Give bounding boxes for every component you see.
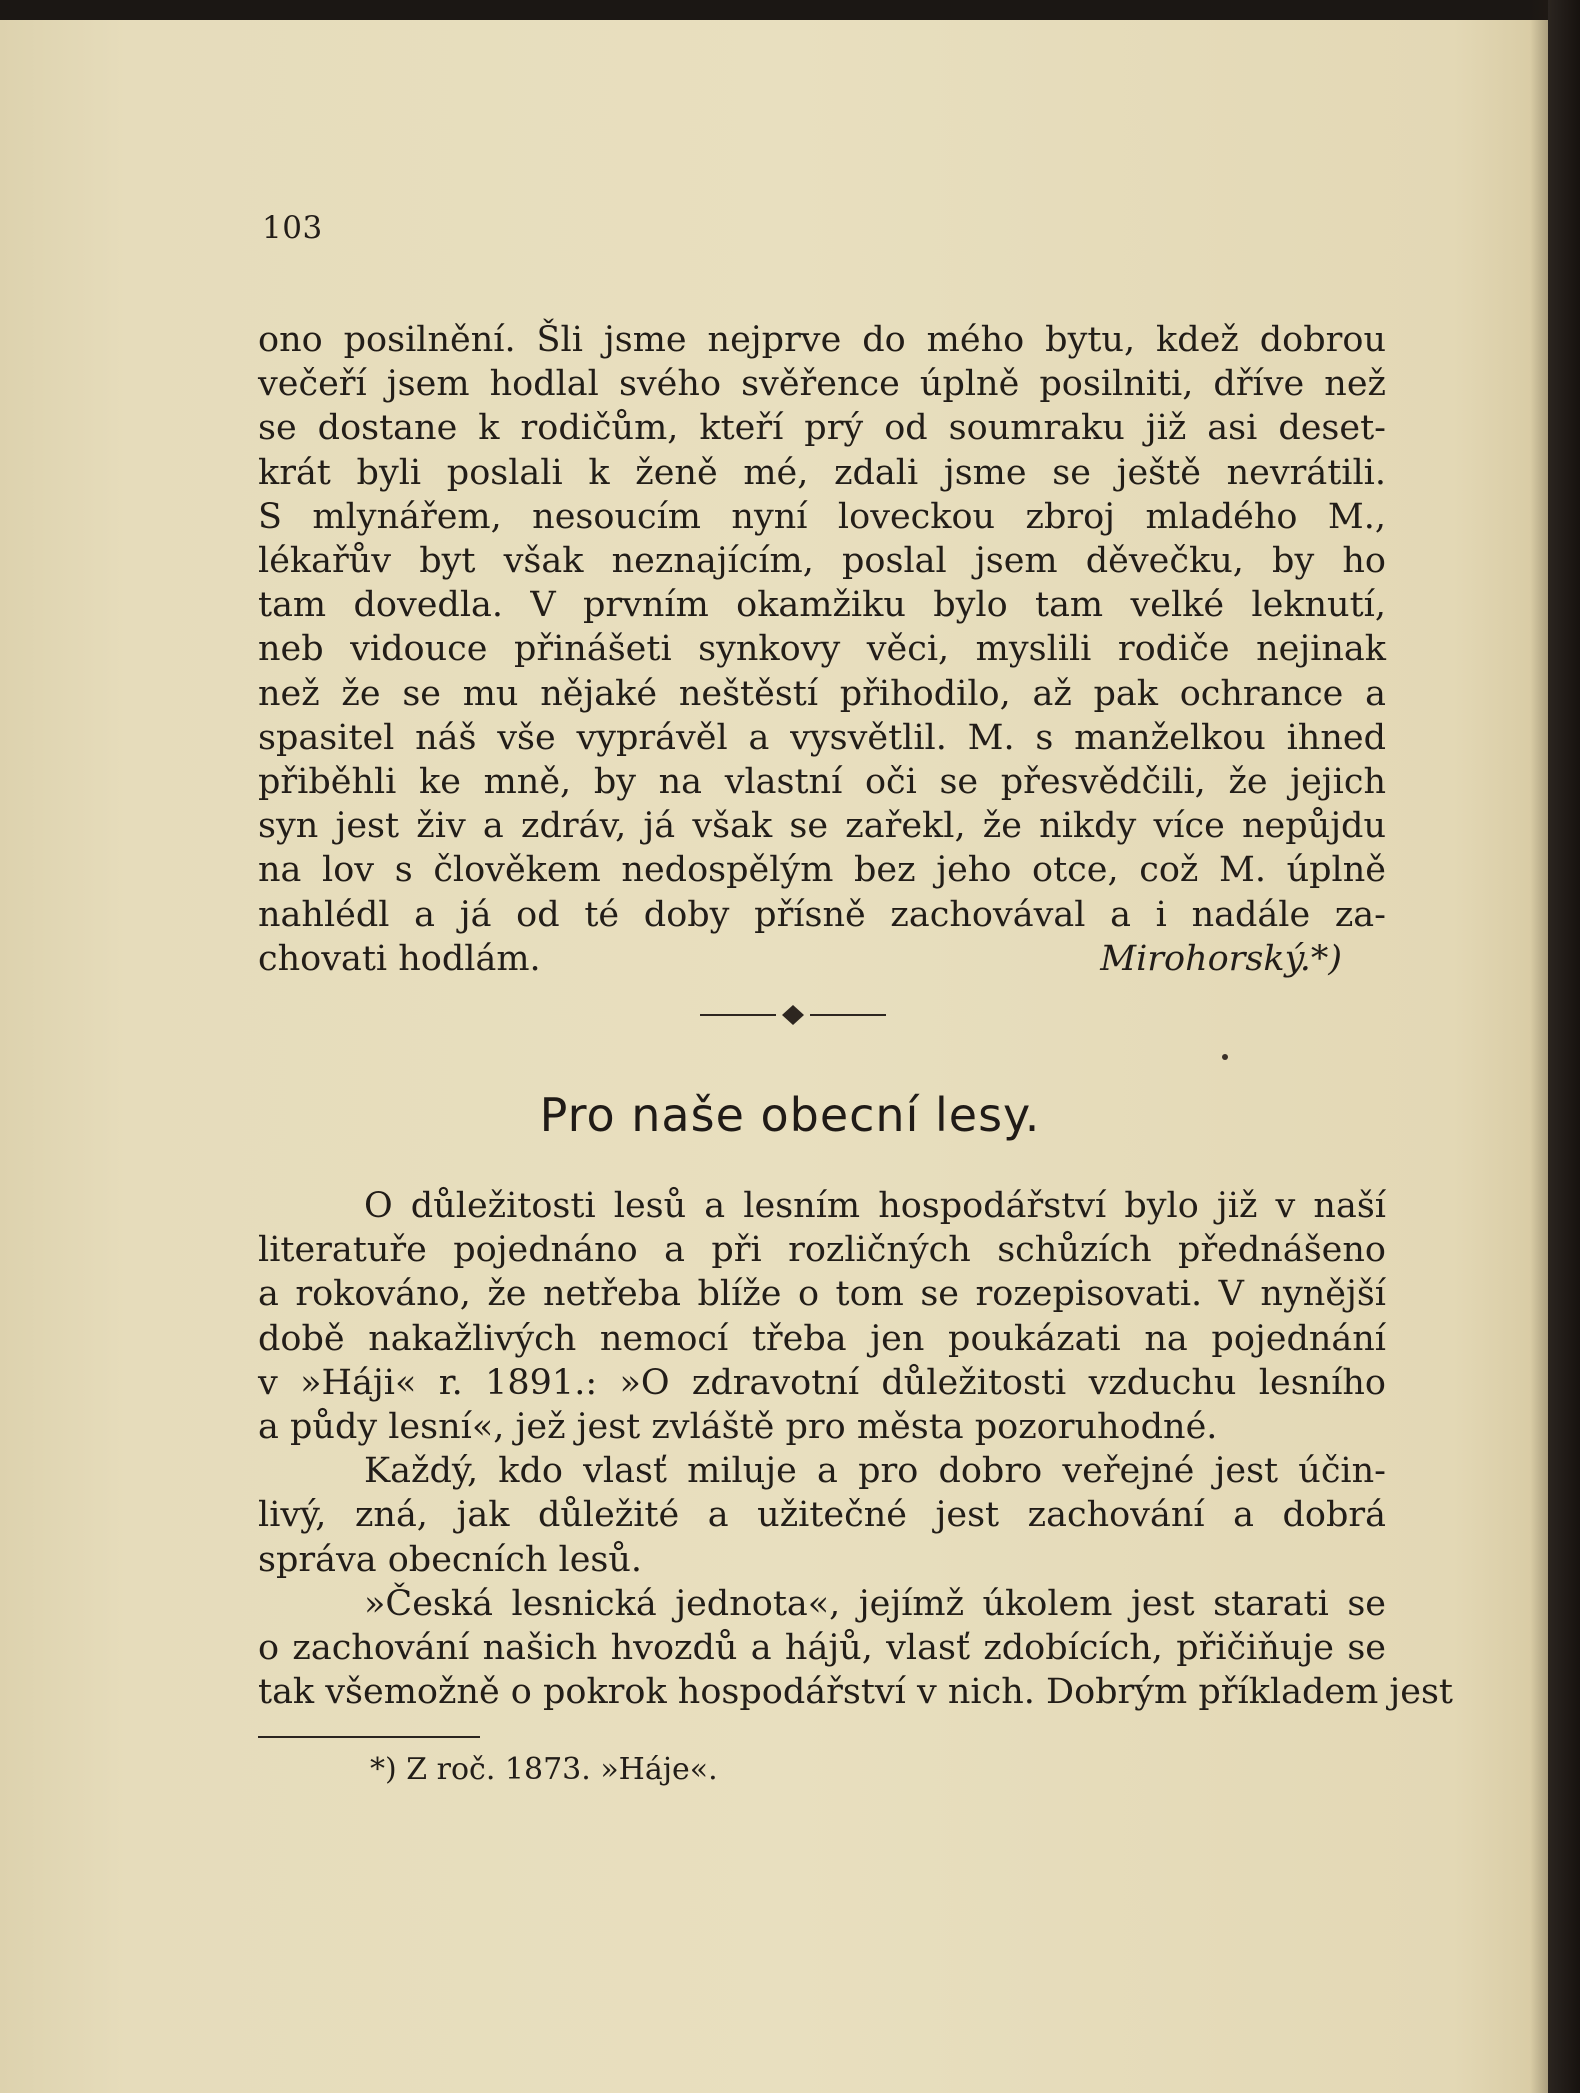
text-line: ono posilnění. Šli jsme nejprve do mého bytu, kdež dobrou xyxy=(258,320,1386,360)
text-line: nahlédl a já od té doby přísně zachovával a i nadále za- xyxy=(258,894,1386,935)
text-line: tam dovedla. V prvním okamžiku bylo tam velké leknutí, xyxy=(258,585,1386,626)
text-line: krát byli poslali k ženě mé, zdali jsme se ještě nevrátili. xyxy=(258,452,1386,493)
text-line: než že se mu nějaké neštěstí přihodilo, až pak ochrance a xyxy=(258,673,1386,714)
text-line: »Česká lesnická jednota«, jejímž úkolem jest starati se xyxy=(364,1583,1386,1624)
article-heading: Pro naše obecní lesy. xyxy=(539,1088,1041,1142)
footnote-separator xyxy=(258,1736,480,1738)
scan-top-border xyxy=(0,0,1580,20)
page-gutter-shadow xyxy=(1530,0,1548,2093)
article-body xyxy=(258,1184,1453,1714)
text-line: Každý, kdo vlasť miluje a pro dobro veřejné jest účin- xyxy=(364,1451,1386,1492)
text-line: neb vidouce přinášeti synkovy věci, myslili rodiče nejinak xyxy=(258,629,1386,670)
text-line: O důležitosti lesů a lesním hospodářství bylo již v naší xyxy=(364,1186,1386,1226)
text-line: a půdy lesní«, jež jest zvláště pro města pozoruhodné. xyxy=(258,1407,1218,1448)
text-line: v »Háji« r. 1891.: »O zdravotní důležitosti vzduchu lesního xyxy=(258,1362,1386,1403)
text-line: přiběhli ke mně, by na vlastní oči se přesvědčili, že jejich xyxy=(258,762,1386,803)
text-line: spasitel náš vše vyprávěl a vysvětlil. M. s manželkou ihned xyxy=(258,717,1386,758)
scan-right-border xyxy=(1548,0,1580,2093)
author-signature: Mirohorský.*) xyxy=(1100,938,1342,979)
section-divider-ornament xyxy=(700,1000,886,1030)
text-line: na lov s člověkem nedospělým bez jeho otce, což M. úplně xyxy=(258,850,1386,891)
footnote: *) Z roč. 1873. »Háje«. xyxy=(370,1752,718,1787)
scan-speck-mark xyxy=(1222,1054,1228,1060)
text-line: tak všemožně o pokrok hospodářství v nich. Dobrým příkladem jest xyxy=(258,1672,1453,1713)
text-line-with-signature xyxy=(258,937,1386,981)
text-line: době nakažlivých nemocí třeba jen poukázati na pojednání xyxy=(258,1318,1386,1359)
text-line: správa obecních lesů. xyxy=(258,1539,643,1580)
text-line: se dostane k rodičům, kteří prý od soumraku již asi deset- xyxy=(258,408,1386,449)
divider-diamond-icon xyxy=(782,1005,804,1025)
text-line: literatuře pojednáno a při rozličných schůzích přednášeno xyxy=(258,1230,1386,1271)
text-line: o zachování našich hvozdů a hájů, vlasť zdobících, přičiňuje se xyxy=(258,1628,1386,1669)
text-line: lékařův byt však neznajícím, poslal jsem děvečku, by ho xyxy=(258,541,1386,582)
page-number: 103 xyxy=(262,210,323,246)
text-line: syn jest živ a zdráv, já však se zařekl, že nikdy více nepůjdu xyxy=(258,806,1386,847)
text-line: S mlynářem, nesoucím nyní loveckou zbroj mladého M., xyxy=(258,496,1386,537)
continued-story-text xyxy=(258,318,1386,981)
text-line: večeří jsem hodlal svého svěřence úplně posilniti, dříve než xyxy=(258,364,1386,405)
text-line: livý, zná, jak důležité a užitečné jest zachování a dobrá xyxy=(258,1495,1386,1536)
text-line: a rokováno, že netřeba blíže o tom se rozepisovati. V nynější xyxy=(258,1274,1386,1315)
final-text: chovati hodlám. xyxy=(258,938,541,979)
